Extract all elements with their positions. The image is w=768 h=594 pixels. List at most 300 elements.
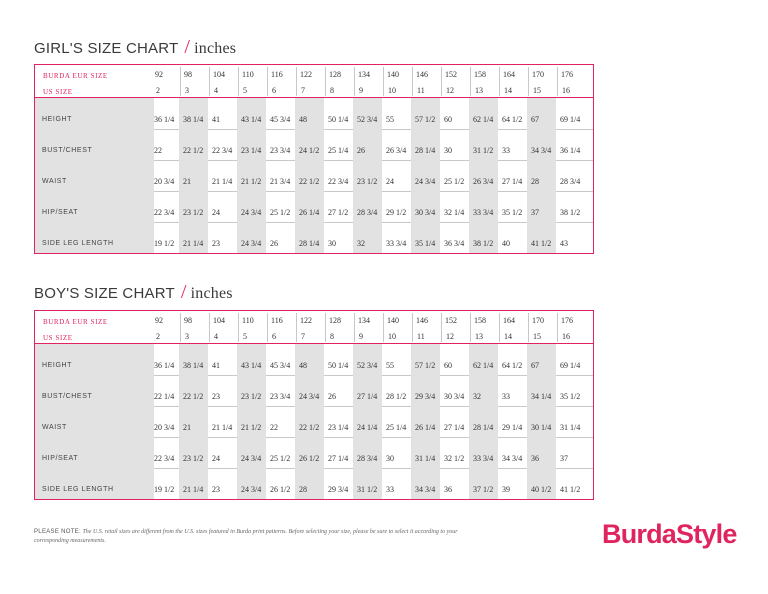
column-shade bbox=[179, 191, 208, 222]
column-divider bbox=[528, 67, 529, 96]
measurement-value: 32 1/2 bbox=[444, 454, 465, 463]
column-divider bbox=[354, 313, 355, 342]
boys-title-unit: inches bbox=[190, 285, 233, 302]
measurement-label: SIDE LEG LENGTH bbox=[42, 486, 114, 493]
size-row-side-leg-length bbox=[34, 222, 594, 254]
column-shade bbox=[527, 437, 556, 468]
us-size-value: 7 bbox=[301, 332, 305, 341]
measurement-value: 21 1/4 bbox=[183, 485, 204, 494]
measurement-value: 21 1/4 bbox=[183, 239, 204, 248]
us-size-value: 15 bbox=[533, 332, 541, 341]
measurement-value: 21 1/2 bbox=[241, 423, 262, 432]
measurement-value: 33 bbox=[502, 392, 510, 401]
measurement-value: 35 1/2 bbox=[560, 392, 581, 401]
measurement-value: 33 3/4 bbox=[386, 239, 407, 248]
measurement-value: 69 1/4 bbox=[560, 361, 581, 370]
measurement-value: 34 3/4 bbox=[415, 485, 436, 494]
us-size-value: 8 bbox=[330, 332, 334, 341]
measurement-value: 23 1/2 bbox=[183, 454, 204, 463]
measurement-label: SIDE LEG LENGTH bbox=[42, 240, 114, 247]
measurement-value: 23 1/2 bbox=[183, 208, 204, 217]
measurement-value: 52 3/4 bbox=[357, 115, 378, 124]
column-shade bbox=[237, 406, 266, 437]
column-shade bbox=[353, 468, 382, 499]
measurement-label: WAIST bbox=[42, 424, 67, 431]
column-divider bbox=[383, 67, 384, 96]
column-shade bbox=[469, 375, 498, 406]
column-shade bbox=[295, 468, 324, 499]
column-divider bbox=[441, 67, 442, 96]
measurement-value: 30 3/4 bbox=[444, 392, 465, 401]
us-size-value: 2 bbox=[156, 332, 160, 341]
column-shade bbox=[527, 344, 556, 375]
measurement-value: 22 1/4 bbox=[154, 392, 175, 401]
column-shade bbox=[237, 129, 266, 160]
boys-chart-title bbox=[34, 281, 233, 304]
column-shade bbox=[527, 468, 556, 499]
measurement-label: HIP/SEAT bbox=[42, 455, 79, 462]
measurement-value: 33 bbox=[502, 146, 510, 155]
column-divider bbox=[412, 67, 413, 96]
column-shade bbox=[179, 468, 208, 499]
us-size-value: 3 bbox=[185, 86, 189, 95]
us-size-value: 10 bbox=[388, 332, 396, 341]
column-shade bbox=[237, 160, 266, 191]
measurement-value: 35 1/2 bbox=[502, 208, 523, 217]
eur-size-value: 164 bbox=[503, 70, 515, 79]
us-size-value: 8 bbox=[330, 86, 334, 95]
us-size-value: 9 bbox=[359, 86, 363, 95]
column-shade bbox=[237, 375, 266, 406]
column-shade bbox=[295, 406, 324, 437]
measurement-value: 52 3/4 bbox=[357, 361, 378, 370]
measurement-value: 27 1/4 bbox=[328, 454, 349, 463]
size-row-hip-seat bbox=[34, 437, 594, 469]
measurement-label-cell bbox=[34, 129, 154, 160]
size-note-body: The U.S. retail sizes are different from the U.S. sizes featured in Burda print patterns. Before selecting your size, please be sure to select it according to your corresponding measurements. bbox=[34, 529, 458, 544]
column-shade bbox=[411, 129, 440, 160]
us-size-value: 6 bbox=[272, 86, 276, 95]
measurement-value: 31 1/2 bbox=[357, 485, 378, 494]
measurement-value: 25 1/4 bbox=[386, 423, 407, 432]
column-divider bbox=[383, 313, 384, 342]
eur-size-value: 134 bbox=[358, 316, 370, 325]
eur-size-value: 140 bbox=[387, 70, 399, 79]
measurement-value: 31 1/4 bbox=[560, 423, 581, 432]
size-note bbox=[34, 528, 484, 546]
eur-size-value: 98 bbox=[184, 316, 192, 325]
measurement-value: 32 bbox=[473, 392, 481, 401]
measurement-value: 24 3/4 bbox=[299, 392, 320, 401]
column-shade bbox=[411, 468, 440, 499]
column-shade bbox=[295, 191, 324, 222]
measurement-value: 24 1/4 bbox=[357, 423, 378, 432]
us-size-value: 9 bbox=[359, 332, 363, 341]
measurement-value: 69 1/4 bbox=[560, 115, 581, 124]
eur-size-value: 146 bbox=[416, 70, 428, 79]
measurement-value: 40 1/2 bbox=[531, 485, 552, 494]
measurement-value: 60 bbox=[444, 115, 452, 124]
column-shade bbox=[527, 191, 556, 222]
measurement-value: 38 1/4 bbox=[183, 115, 204, 124]
column-shade bbox=[295, 375, 324, 406]
column-divider bbox=[180, 67, 181, 96]
measurement-value: 50 1/4 bbox=[328, 361, 349, 370]
column-divider bbox=[296, 67, 297, 96]
eur-size-value: 170 bbox=[532, 316, 544, 325]
measurement-value: 26 1/2 bbox=[270, 485, 291, 494]
measurement-value: 26 3/4 bbox=[473, 177, 494, 186]
measurement-value: 20 3/4 bbox=[154, 423, 175, 432]
measurement-value: 41 1/2 bbox=[560, 485, 581, 494]
column-shade bbox=[237, 222, 266, 253]
measurement-value: 25 1/4 bbox=[328, 146, 349, 155]
measurement-value: 28 3/4 bbox=[357, 208, 378, 217]
us-size-value: 13 bbox=[475, 86, 483, 95]
eur-size-label: BURDA EUR SIZE bbox=[43, 72, 108, 80]
column-divider bbox=[412, 313, 413, 342]
column-shade bbox=[527, 375, 556, 406]
measurement-label-cell bbox=[34, 160, 154, 191]
measurement-label: HIP/SEAT bbox=[42, 209, 79, 216]
us-size-value: 2 bbox=[156, 86, 160, 95]
column-shade bbox=[237, 437, 266, 468]
measurement-value: 23 1/2 bbox=[241, 392, 262, 401]
column-divider bbox=[470, 67, 471, 96]
measurement-value: 62 1/4 bbox=[473, 115, 494, 124]
us-size-value: 7 bbox=[301, 86, 305, 95]
measurement-value: 34 3/4 bbox=[531, 146, 552, 155]
measurement-value: 24 3/4 bbox=[241, 454, 262, 463]
size-row-side-leg-length bbox=[34, 468, 594, 500]
measurement-value: 62 1/4 bbox=[473, 361, 494, 370]
eur-size-value: 152 bbox=[445, 316, 457, 325]
measurement-label-cell bbox=[34, 344, 154, 375]
measurement-value: 36 1/4 bbox=[560, 146, 581, 155]
measurement-value: 36 bbox=[444, 485, 452, 494]
us-size-value: 4 bbox=[214, 86, 218, 95]
column-shade bbox=[527, 406, 556, 437]
girls-title-text: GIRL'S SIZE CHART bbox=[34, 40, 179, 57]
measurement-value: 43 1/4 bbox=[241, 361, 262, 370]
column-shade bbox=[469, 98, 498, 129]
column-shade bbox=[469, 344, 498, 375]
measurement-label-cell bbox=[34, 98, 154, 129]
column-shade bbox=[469, 191, 498, 222]
column-shade bbox=[353, 191, 382, 222]
measurement-value: 37 bbox=[531, 208, 539, 217]
measurement-value: 34 1/4 bbox=[531, 392, 552, 401]
measurement-value: 25 1/2 bbox=[444, 177, 465, 186]
measurement-value: 28 bbox=[299, 485, 307, 494]
column-shade bbox=[469, 406, 498, 437]
eur-size-value: 116 bbox=[271, 316, 283, 325]
column-shade bbox=[179, 375, 208, 406]
measurement-value: 45 3/4 bbox=[270, 361, 291, 370]
eur-size-value: 128 bbox=[329, 70, 341, 79]
column-shade bbox=[237, 191, 266, 222]
measurement-value: 38 1/2 bbox=[473, 239, 494, 248]
measurement-value: 64 1/2 bbox=[502, 115, 523, 124]
us-size-value: 3 bbox=[185, 332, 189, 341]
measurement-value: 22 1/2 bbox=[183, 392, 204, 401]
measurement-value: 31 1/4 bbox=[415, 454, 436, 463]
column-divider bbox=[209, 67, 210, 96]
measurement-value: 30 bbox=[386, 454, 394, 463]
column-divider bbox=[267, 67, 268, 96]
us-size-value: 16 bbox=[562, 332, 570, 341]
measurement-value: 30 bbox=[444, 146, 452, 155]
eur-size-value: 146 bbox=[416, 316, 428, 325]
us-size-value: 14 bbox=[504, 332, 512, 341]
us-size-label: US SIZE bbox=[43, 334, 73, 342]
eur-size-value: 92 bbox=[155, 316, 163, 325]
measurement-value: 45 3/4 bbox=[270, 115, 291, 124]
measurement-value: 26 1/4 bbox=[415, 423, 436, 432]
measurement-value: 35 1/4 bbox=[415, 239, 436, 248]
measurement-value: 21 1/2 bbox=[241, 177, 262, 186]
measurement-value: 21 1/4 bbox=[212, 177, 233, 186]
measurement-value: 24 bbox=[212, 208, 220, 217]
eur-size-value: 122 bbox=[300, 70, 312, 79]
column-shade bbox=[527, 222, 556, 253]
measurement-value: 37 1/2 bbox=[473, 485, 494, 494]
measurement-value: 55 bbox=[386, 361, 394, 370]
us-size-value: 15 bbox=[533, 86, 541, 95]
eur-size-value: 92 bbox=[155, 70, 163, 79]
measurement-value: 30 3/4 bbox=[415, 208, 436, 217]
size-row-waist bbox=[34, 406, 594, 438]
measurement-value: 27 1/2 bbox=[328, 208, 349, 217]
measurement-value: 25 1/2 bbox=[270, 454, 291, 463]
measurement-value: 55 bbox=[386, 115, 394, 124]
measurement-value: 24 3/4 bbox=[241, 485, 262, 494]
column-divider bbox=[354, 67, 355, 96]
size-row-bust-chest bbox=[34, 129, 594, 161]
measurement-value: 33 3/4 bbox=[473, 454, 494, 463]
eur-size-value: 128 bbox=[329, 316, 341, 325]
girls-title-unit: inches bbox=[194, 40, 237, 57]
measurement-value: 28 1/2 bbox=[386, 392, 407, 401]
us-size-value: 12 bbox=[446, 332, 454, 341]
size-row-height bbox=[34, 98, 594, 130]
column-divider bbox=[499, 67, 500, 96]
measurement-value: 23 bbox=[212, 485, 220, 494]
measurement-value: 21 bbox=[183, 177, 191, 186]
measurement-value: 23 bbox=[212, 239, 220, 248]
us-size-value: 6 bbox=[272, 332, 276, 341]
column-shade bbox=[353, 375, 382, 406]
column-shade bbox=[411, 160, 440, 191]
us-size-value: 13 bbox=[475, 332, 483, 341]
column-divider bbox=[325, 67, 326, 96]
measurement-value: 33 3/4 bbox=[473, 208, 494, 217]
column-shade bbox=[411, 98, 440, 129]
measurement-label: HEIGHT bbox=[42, 362, 73, 369]
measurement-value: 26 1/4 bbox=[299, 208, 320, 217]
measurement-value: 29 3/4 bbox=[328, 485, 349, 494]
eur-size-label: BURDA EUR SIZE bbox=[43, 318, 108, 326]
measurement-value: 22 1/2 bbox=[299, 177, 320, 186]
measurement-value: 39 bbox=[502, 485, 510, 494]
eur-size-value: 152 bbox=[445, 70, 457, 79]
column-divider bbox=[238, 313, 239, 342]
measurement-value: 36 1/4 bbox=[154, 115, 175, 124]
column-shade bbox=[411, 222, 440, 253]
measurement-value: 29 1/4 bbox=[502, 423, 523, 432]
column-shade bbox=[179, 406, 208, 437]
measurement-value: 26 bbox=[357, 146, 365, 155]
measurement-value: 31 1/2 bbox=[473, 146, 494, 155]
column-shade bbox=[295, 222, 324, 253]
measurement-label-cell bbox=[34, 468, 154, 499]
column-shade bbox=[353, 437, 382, 468]
measurement-value: 24 3/4 bbox=[241, 208, 262, 217]
column-divider bbox=[528, 313, 529, 342]
measurement-value: 23 3/4 bbox=[270, 392, 291, 401]
column-shade bbox=[411, 406, 440, 437]
measurement-value: 43 1/4 bbox=[241, 115, 262, 124]
measurement-value: 57 1/2 bbox=[415, 361, 436, 370]
measurement-value: 32 bbox=[357, 239, 365, 248]
us-size-value: 14 bbox=[504, 86, 512, 95]
measurement-value: 19 1/2 bbox=[154, 485, 175, 494]
column-shade bbox=[469, 129, 498, 160]
column-shade bbox=[353, 406, 382, 437]
column-shade bbox=[353, 98, 382, 129]
eur-size-value: 164 bbox=[503, 316, 515, 325]
column-shade bbox=[295, 344, 324, 375]
measurement-label: HEIGHT bbox=[42, 116, 73, 123]
column-shade bbox=[353, 129, 382, 160]
measurement-value: 38 1/4 bbox=[183, 361, 204, 370]
measurement-value: 26 3/4 bbox=[386, 146, 407, 155]
size-row-hip-seat bbox=[34, 191, 594, 223]
measurement-label-cell bbox=[34, 375, 154, 406]
measurement-value: 21 3/4 bbox=[270, 177, 291, 186]
measurement-value: 36 bbox=[531, 454, 539, 463]
eur-size-value: 158 bbox=[474, 70, 486, 79]
column-shade bbox=[469, 468, 498, 499]
measurement-value: 22 3/4 bbox=[212, 146, 233, 155]
measurement-value: 38 1/2 bbox=[560, 208, 581, 217]
measurement-value: 28 1/4 bbox=[473, 423, 494, 432]
column-shade bbox=[179, 437, 208, 468]
measurement-value: 64 1/2 bbox=[502, 361, 523, 370]
column-divider bbox=[557, 67, 558, 96]
size-row-bust-chest bbox=[34, 375, 594, 407]
measurement-value: 24 bbox=[386, 177, 394, 186]
measurement-value: 24 3/4 bbox=[241, 239, 262, 248]
measurement-label: BUST/CHEST bbox=[42, 147, 93, 154]
measurement-value: 22 bbox=[154, 146, 162, 155]
measurement-value: 28 3/4 bbox=[357, 454, 378, 463]
measurement-value: 28 1/4 bbox=[299, 239, 320, 248]
column-shade bbox=[469, 437, 498, 468]
measurement-value: 41 1/2 bbox=[531, 239, 552, 248]
measurement-value: 25 1/2 bbox=[270, 208, 291, 217]
column-shade bbox=[411, 344, 440, 375]
eur-size-value: 104 bbox=[213, 316, 225, 325]
us-size-label: US SIZE bbox=[43, 88, 73, 96]
measurement-value: 27 1/4 bbox=[502, 177, 523, 186]
burdastyle-logo: BurdaStyle bbox=[602, 519, 737, 549]
column-divider bbox=[267, 313, 268, 342]
measurement-value: 43 bbox=[560, 239, 568, 248]
measurement-value: 22 1/2 bbox=[183, 146, 204, 155]
column-shade bbox=[527, 98, 556, 129]
measurement-label-cell bbox=[34, 406, 154, 437]
measurement-value: 22 bbox=[270, 423, 278, 432]
measurement-value: 21 1/4 bbox=[212, 423, 233, 432]
measurement-value: 28 3/4 bbox=[560, 177, 581, 186]
measurement-label: BUST/CHEST bbox=[42, 393, 93, 400]
measurement-value: 30 bbox=[328, 239, 336, 248]
column-shade bbox=[179, 222, 208, 253]
column-divider bbox=[209, 313, 210, 342]
us-size-value: 10 bbox=[388, 86, 396, 95]
column-shade bbox=[295, 98, 324, 129]
measurement-value: 21 bbox=[183, 423, 191, 432]
column-shade bbox=[295, 160, 324, 191]
measurement-label-cell bbox=[34, 222, 154, 253]
column-shade bbox=[353, 344, 382, 375]
measurement-label-cell bbox=[34, 191, 154, 222]
us-size-value: 5 bbox=[243, 332, 247, 341]
measurement-value: 41 bbox=[212, 115, 220, 124]
measurement-value: 30 1/4 bbox=[531, 423, 552, 432]
measurement-value: 22 3/4 bbox=[154, 454, 175, 463]
eur-size-value: 110 bbox=[242, 70, 254, 79]
us-size-value: 16 bbox=[562, 86, 570, 95]
measurement-value: 29 3/4 bbox=[415, 392, 436, 401]
column-divider bbox=[325, 313, 326, 342]
column-shade bbox=[295, 437, 324, 468]
measurement-value: 22 1/2 bbox=[299, 423, 320, 432]
measurement-value: 67 bbox=[531, 115, 539, 124]
eur-size-value: 98 bbox=[184, 70, 192, 79]
column-shade bbox=[527, 129, 556, 160]
column-shade bbox=[411, 375, 440, 406]
column-shade bbox=[179, 129, 208, 160]
column-shade bbox=[469, 222, 498, 253]
measurement-value: 22 3/4 bbox=[154, 208, 175, 217]
us-size-value: 5 bbox=[243, 86, 247, 95]
measurement-value: 37 bbox=[560, 454, 568, 463]
measurement-value: 27 1/4 bbox=[357, 392, 378, 401]
column-shade bbox=[179, 344, 208, 375]
column-divider bbox=[470, 313, 471, 342]
column-divider bbox=[499, 313, 500, 342]
measurement-label: WAIST bbox=[42, 178, 67, 185]
measurement-value: 24 1/2 bbox=[299, 146, 320, 155]
column-divider bbox=[180, 313, 181, 342]
eur-size-value: 122 bbox=[300, 316, 312, 325]
measurement-value: 23 1/2 bbox=[357, 177, 378, 186]
measurement-value: 19 1/2 bbox=[154, 239, 175, 248]
measurement-value: 41 bbox=[212, 361, 220, 370]
us-size-value: 11 bbox=[417, 86, 425, 95]
measurement-value: 23 1/4 bbox=[241, 146, 262, 155]
us-size-value: 4 bbox=[214, 332, 218, 341]
us-size-value: 12 bbox=[446, 86, 454, 95]
eur-size-value: 176 bbox=[561, 70, 573, 79]
column-divider bbox=[557, 313, 558, 342]
column-shade bbox=[469, 160, 498, 191]
measurement-value: 28 bbox=[531, 177, 539, 186]
measurement-value: 29 1/2 bbox=[386, 208, 407, 217]
measurement-value: 36 1/4 bbox=[154, 361, 175, 370]
